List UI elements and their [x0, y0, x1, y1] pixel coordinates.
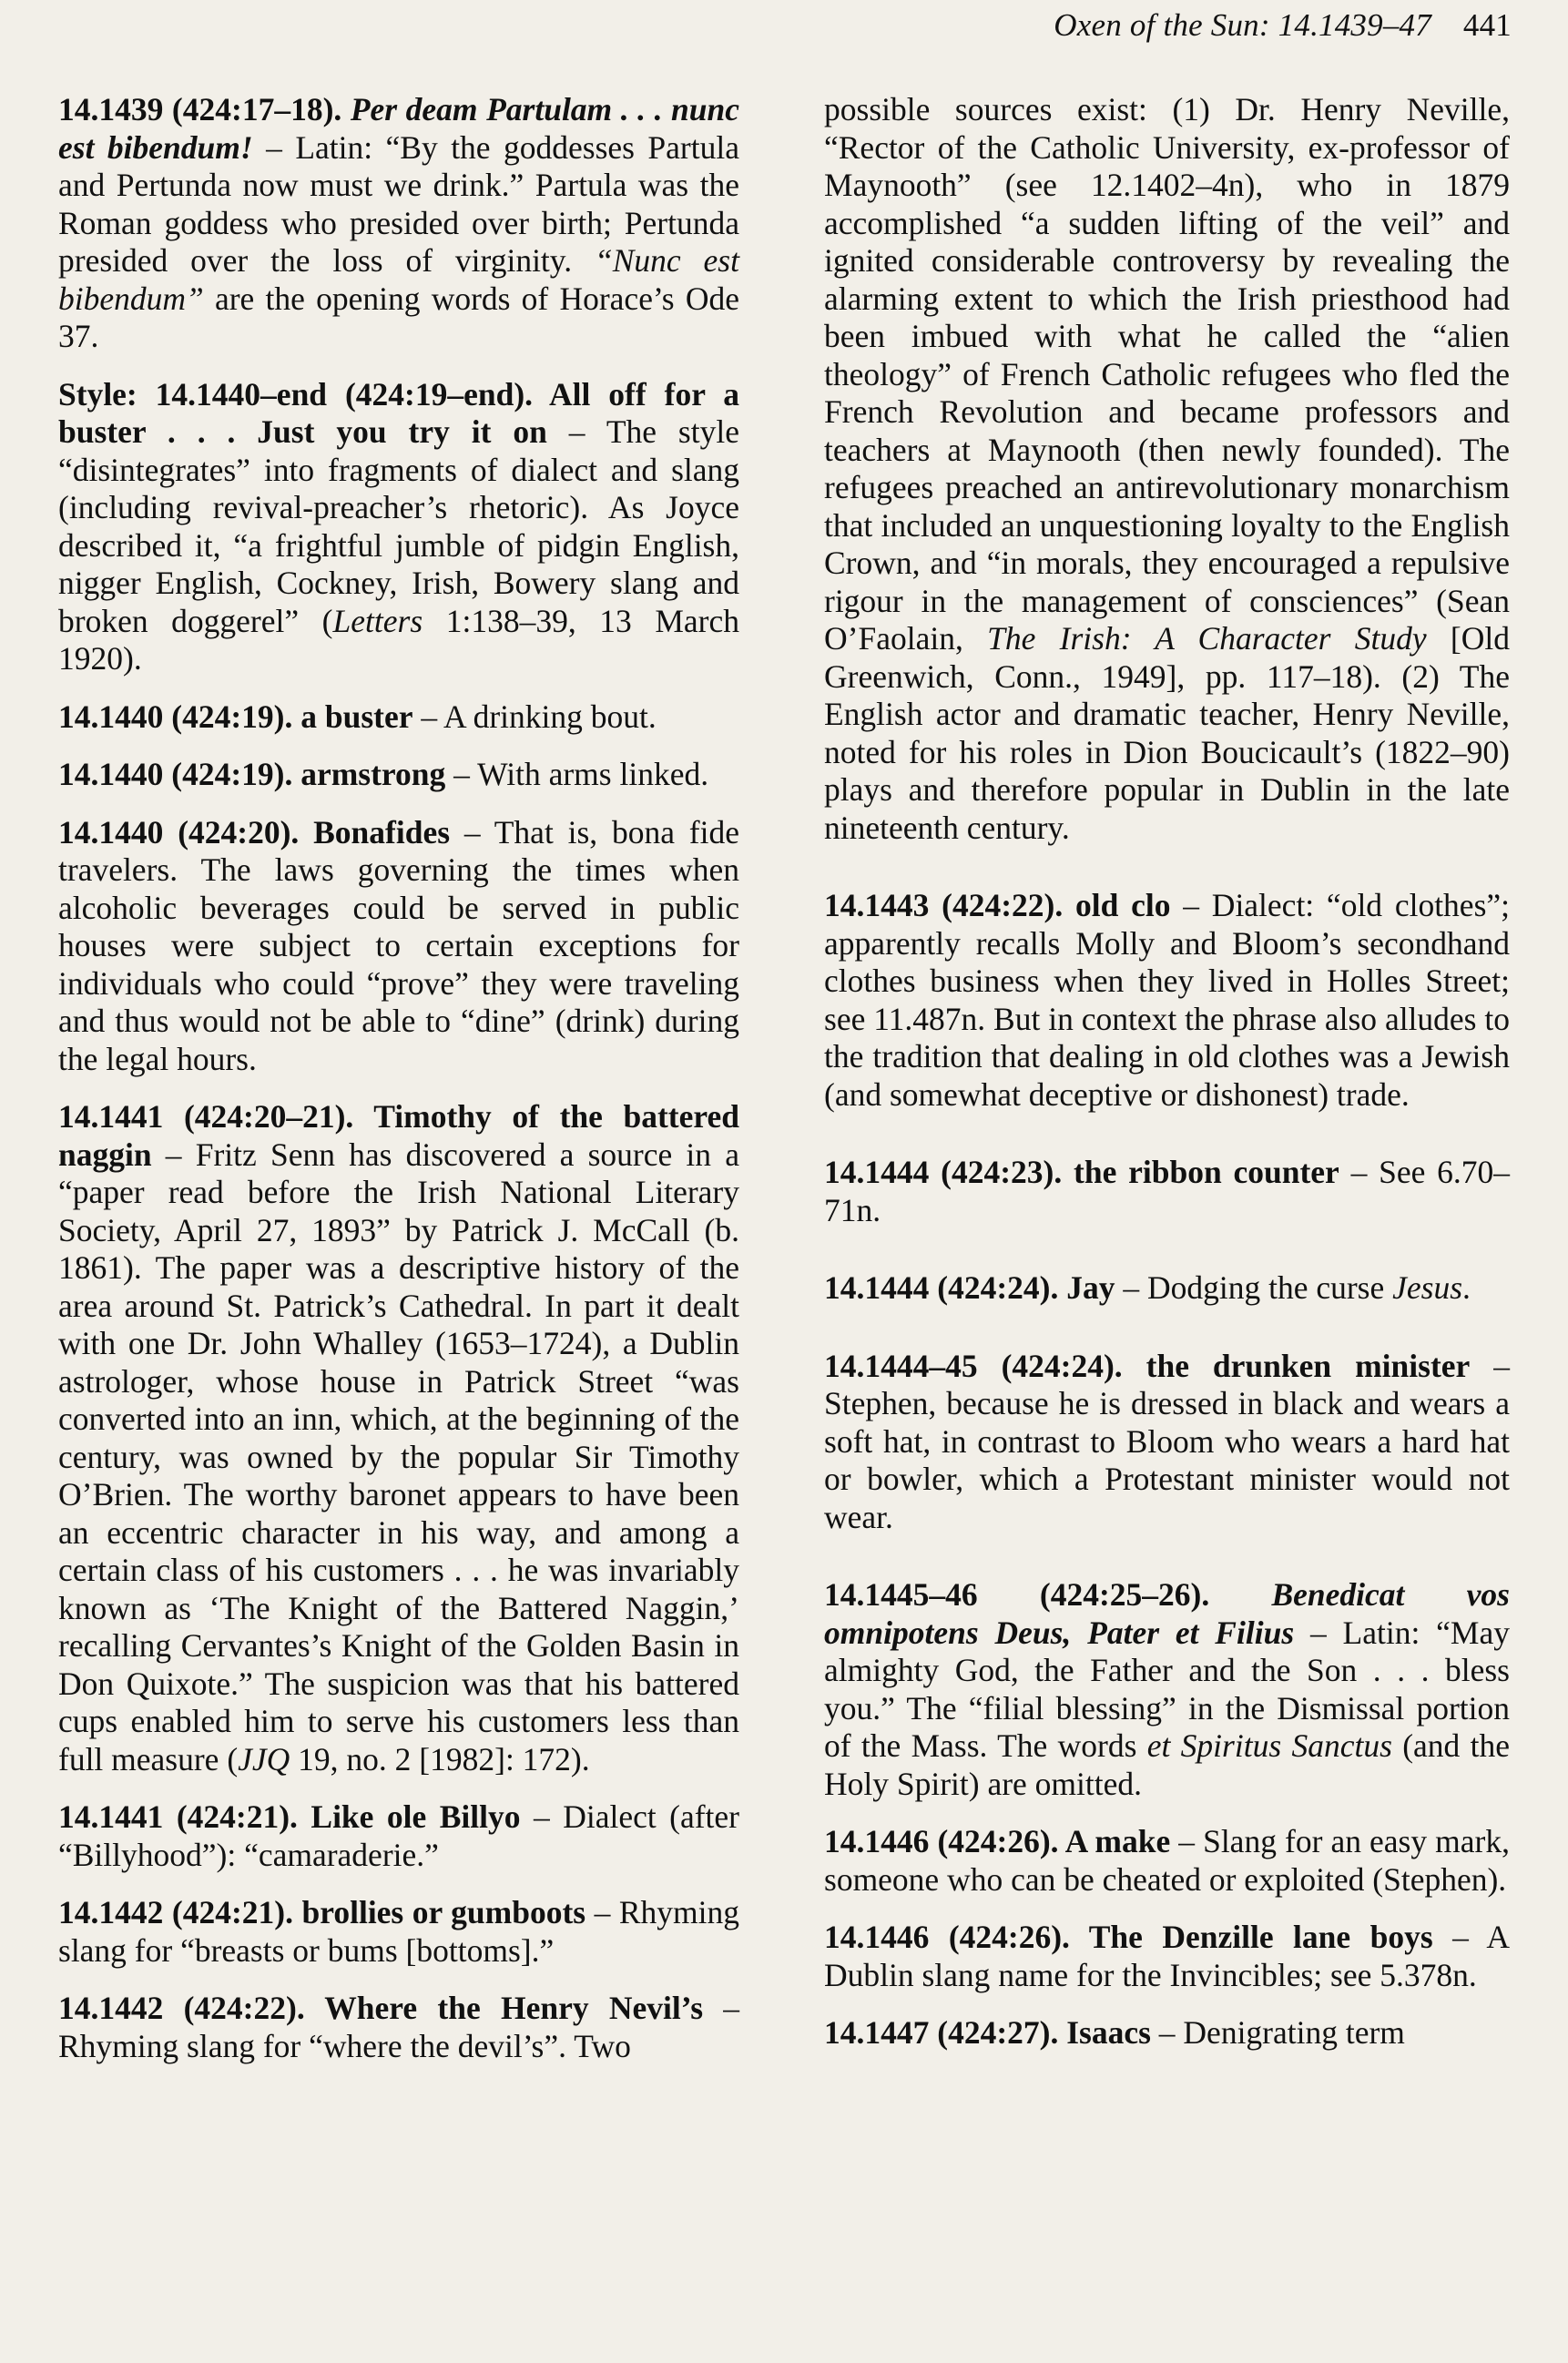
entry-text: possible sources exist: (1) Dr. Henry Neville, “Rector of the Catholic University, ex-professor of Maynooth” (see 12.1402–4n), who in 1879 accomplished “a sudden lifting of the veil” and ignited considerable controversy by revealing the alarming extent to which the Irish priesthood had been imbued with what he called the “alien theology” of French Catholic refugees who fled the French Revolution and became professors and teachers at Maynooth (then newly founded). The refugees preached an antirevolutionary monarchism that included an unquestioning loyalty to the English Crown, and “in morals, they encouraged a repulsive rigour in the management of consciences” (Sean O’Faolain,	[824, 91, 1510, 657]
entry-text: – Dodging the curse	[1115, 1269, 1393, 1306]
annotation-entry	[824, 1823, 1510, 1899]
entry-text-italic: et Spiritus Sanctus	[1146, 1727, 1392, 1764]
entry-text: .	[1462, 1269, 1471, 1306]
annotation-entry	[58, 1894, 739, 1970]
entry-text: – A Dublin slang name for the Invincibles; see 5.378n.	[824, 1919, 1510, 1993]
entry-heading: 14.1440 (424:19). a buster	[58, 698, 413, 735]
entry-heading: 14.1443 (424:22). old clo	[824, 887, 1171, 923]
entry-text: – Dialect: “old clothes”; apparently recalls Molly and Bloom’s secondhand clothes business when they lived in Holles Street; see 11.487n. But in context the phrase also alludes to the tradition that dealing in old clothes was a Jewish (and somewhat deceptive or dishonest) trade.	[824, 887, 1510, 1113]
entry-text: are the opening words of Horace’s Ode 37.	[58, 280, 739, 354]
entry-heading-latin: Per deam Partulam . . . nunc est bibendum!	[58, 91, 740, 166]
entry-heading: 14.1440 (424:20). Bonafides	[58, 813, 451, 850]
entry-text: – Stephen, because he is dressed in black and wears a soft hat, in contrast to Bloom who wears a hard hat or bowler, which a Protestant minister would not wear.	[824, 1347, 1511, 1535]
entry-heading-latin: Benedicat vos omnipotens Deus, Pater et Filius	[824, 1576, 1510, 1651]
annotation-entry	[58, 1990, 739, 2065]
entry-text: 19, no. 2 [1982]: 172).	[290, 1740, 590, 1777]
annotation-entry	[824, 1348, 1510, 1537]
entry-text: – That is, bona fide travelers. The laws governing the times when alcoholic beverages could be served in public houses were subject to certain exceptions for individuals who could “prove” they were traveling and thus would not be able to “dine” (drink) during the legal hours.	[58, 813, 739, 1077]
entry-heading: 14.1444–45 (424:24). the drunken minister	[824, 1347, 1471, 1384]
right-column	[824, 91, 1510, 2052]
entry-heading: 14.1440 (424:19). armstrong	[58, 756, 446, 792]
page-number: 441	[1462, 7, 1512, 43]
entry-text: – Dialect (after “Billyhood”): “camaraderie.”	[58, 1798, 739, 1873]
entry-text-italic: Jesus	[1392, 1269, 1463, 1306]
entry-text: – Latin: “By the goddesses Partula and Pertunda now must we drink.” Partula was the Roman goddess who presided over birth; Pertunda presided over the loss of virginity.	[58, 128, 739, 279]
annotation-entry	[824, 2014, 1510, 2052]
entry-text: – Latin: “May almighty God, the Father and the Son . . . bless you.” The “filial blessing” in the Dismissal portion of the Mass. The words	[824, 1614, 1511, 1764]
entry-text: – The style “disintegrates” into fragments of dialect and slang (including revival-preacher’s rhetoric). As Joyce described it, “a frightful jumble of pidgin English, nigger English, Cockney, Irish, Bowery slang and broken doggerel” (	[58, 413, 739, 639]
entry-heading: Style: 14.1440–end (424:19–end). All off for a buster . . . Just you try it on	[58, 375, 739, 450]
entry-text: – Slang for an easy mark, someone who can be cheated or exploited (Stephen).	[824, 1823, 1510, 1898]
entry-heading: 14.1441 (424:20–21). Timothy of the battered naggin	[58, 1098, 739, 1173]
entry-text-italic: Letters	[332, 602, 423, 639]
entry-text: – Rhyming slang for “breasts or bums [bottoms].”	[58, 1894, 739, 1969]
entry-text-italic: JJQ	[238, 1740, 290, 1777]
entry-text: (and the Holy Spirit) are omitted.	[824, 1727, 1511, 1802]
annotation-entry	[58, 1098, 739, 1778]
annotation-entry	[58, 1798, 739, 1874]
entry-text: [Old Greenwich, Conn., 1949], pp. 117–18). (2) The English actor and dramatic teacher, Henry Neville, noted for his roles in Dion Boucicault’s (1822–90) plays and therefore popular in Dublin in the late nineteenth century.	[824, 620, 1510, 846]
left-column	[58, 91, 739, 2065]
running-head	[1054, 7, 1512, 44]
entry-text: – Fritz Senn has discovered a source in a “paper read before the Irish National Literary Society, April 27, 1893” by Patrick J. McCall (b. 1861). The paper was a descriptive history of the area around St. Patrick’s Cathedral. In part it dealt with one Dr. John Whalley (1653–1724), a Dublin astrologer, whose house in Patrick Street “was converted into an inn, which, at the beginning of the century, was owned by the popular Sir Timothy O’Brien. The worthy baronet appears to have been an eccentric character in his way, and among a certain class of his customers . . . he was invariably known as ‘The Knight of the Battered Naggin,’ recalling Cervantes’s Knight of the Golden Basin in Don Quixote.” The suspicion was that his battered cups enabled him to serve his customers less than full measure (	[58, 1136, 739, 1777]
entry-heading: 14.1444 (424:24). Jay	[824, 1269, 1115, 1306]
entry-heading: 14.1441 (424:21). Like ole Billyo	[58, 1798, 521, 1835]
annotation-entry	[824, 1269, 1510, 1308]
entry-text: – See 6.70–71n.	[824, 1154, 1510, 1228]
entry-heading: 14.1446 (424:26). The Denzille lane boys	[824, 1919, 1433, 1955]
annotation-entry-continued	[824, 91, 1510, 847]
entry-heading: 14.1445–46 (424:25–26).	[824, 1576, 1272, 1613]
annotation-entry	[58, 814, 739, 1079]
annotation-entry	[58, 376, 739, 678]
entry-text: – Denigrating term	[1150, 2014, 1405, 2051]
entry-heading: 14.1444 (424:23). the ribbon counter	[824, 1154, 1339, 1190]
entry-text-italic: “Nunc est bibendum”	[58, 242, 739, 317]
entry-heading: 14.1439 (424:17–18).	[58, 91, 351, 127]
entry-text: – Rhyming slang for “where the devil’s”. Two	[58, 1990, 740, 2064]
entry-text: 1:138–39, 13 March 1920).	[58, 602, 740, 677]
annotation-entry	[58, 698, 739, 737]
annotation-entry	[824, 1919, 1510, 1994]
annotation-entry	[58, 756, 739, 794]
annotation-entry	[824, 1154, 1510, 1229]
annotation-entry	[824, 887, 1510, 1114]
entry-heading: 14.1442 (424:21). brollies or gumboots	[58, 1894, 586, 1930]
entry-heading: 14.1447 (424:27). Isaacs	[824, 2014, 1151, 2051]
entry-text-italic: The Irish: A Character Study	[987, 620, 1427, 657]
running-head-title: Oxen of the Sun: 14.1439–47	[1054, 7, 1431, 43]
annotation-entry	[58, 91, 739, 356]
entry-heading: 14.1446 (424:26). A make	[824, 1823, 1171, 1859]
entry-heading: 14.1442 (424:22). Where the Henry Nevil’s	[58, 1990, 704, 2026]
annotation-entry	[824, 1576, 1510, 1803]
entry-text: – With arms linked.	[445, 756, 709, 792]
entry-text: – A drinking bout.	[412, 698, 657, 735]
